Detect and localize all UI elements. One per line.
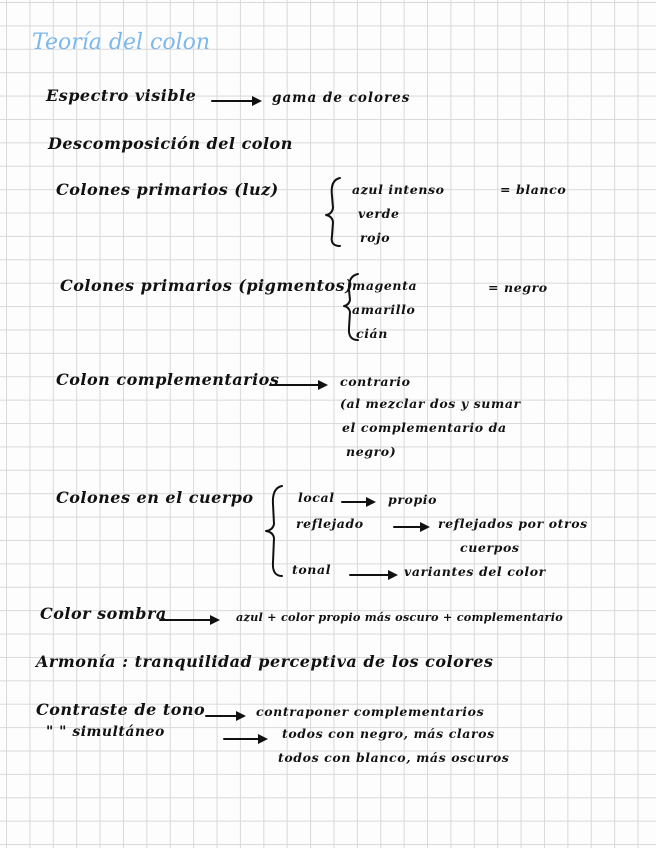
arrow-icon <box>394 522 430 532</box>
note-pig-3: cián <box>356 326 388 341</box>
arrow-icon <box>212 96 262 106</box>
arrow-icon <box>206 711 246 721</box>
note-reflejado-result-2: cuerpos <box>460 540 520 555</box>
note-luz-2: verde <box>358 206 400 221</box>
note-pig-result: = negro <box>488 280 548 295</box>
brace-icon <box>326 178 340 246</box>
note-pig-1: magenta <box>352 278 418 293</box>
note-local: local <box>298 490 335 505</box>
note-reflejado-result-1: reflejados por otros <box>438 516 588 531</box>
note-sombra: Color sombra <box>40 604 167 623</box>
note-local-result: propio <box>388 492 438 507</box>
note-comp-2: (al mezclar dos y sumar <box>340 396 521 411</box>
note-contraste-simultaneo: " " simultáneo <box>46 724 165 740</box>
note-primarios-luz: Colones primarios (luz) <box>56 180 279 199</box>
note-tonal: tonal <box>292 562 332 577</box>
note-contraste-tono: Contraste de tono <box>36 700 206 719</box>
note-comp-4: negro) <box>346 444 397 459</box>
arrow-icon <box>342 497 376 507</box>
note-luz-3: rojo <box>360 230 391 245</box>
note-pig-2: amarillo <box>352 302 416 317</box>
page-title: Teoría del colon <box>32 30 211 55</box>
note-contraste-sim-result-2: todos con blanco, más oscuros <box>278 750 510 765</box>
note-reflejado: reflejado <box>296 516 364 531</box>
brace-icon <box>266 486 282 576</box>
arrow-icon <box>224 734 268 744</box>
note-tonal-result: variantes del color <box>404 564 546 579</box>
note-contraste-sim-result-1: todos con negro, más claros <box>282 726 495 741</box>
note-luz-1: azul intenso <box>352 182 445 197</box>
note-armonia: Armonía : tranquilidad perceptiva de los colores <box>36 652 494 671</box>
note-espectro: Espectro visible <box>46 86 197 105</box>
note-comp-1: contrario <box>340 374 411 389</box>
note-primarios-pigmentos: Colones primarios (pigmentos) <box>60 276 354 295</box>
arrow-icon <box>350 570 398 580</box>
arrow-icon <box>160 615 220 625</box>
note-contraste-tono-result: contraponer complementarios <box>256 704 485 719</box>
note-complementarios: Colon complementarios <box>56 370 280 389</box>
note-descomposicion: Descomposición del colon <box>48 134 293 153</box>
note-sombra-result: azul + color propio más oscuro + complementario <box>236 610 563 624</box>
note-espectro-result: gama de colores <box>272 90 411 106</box>
note-luz-result: = blanco <box>500 182 567 197</box>
note-cuerpo: Colones en el cuerpo <box>56 488 254 507</box>
note-comp-3: el complementario da <box>342 420 507 435</box>
